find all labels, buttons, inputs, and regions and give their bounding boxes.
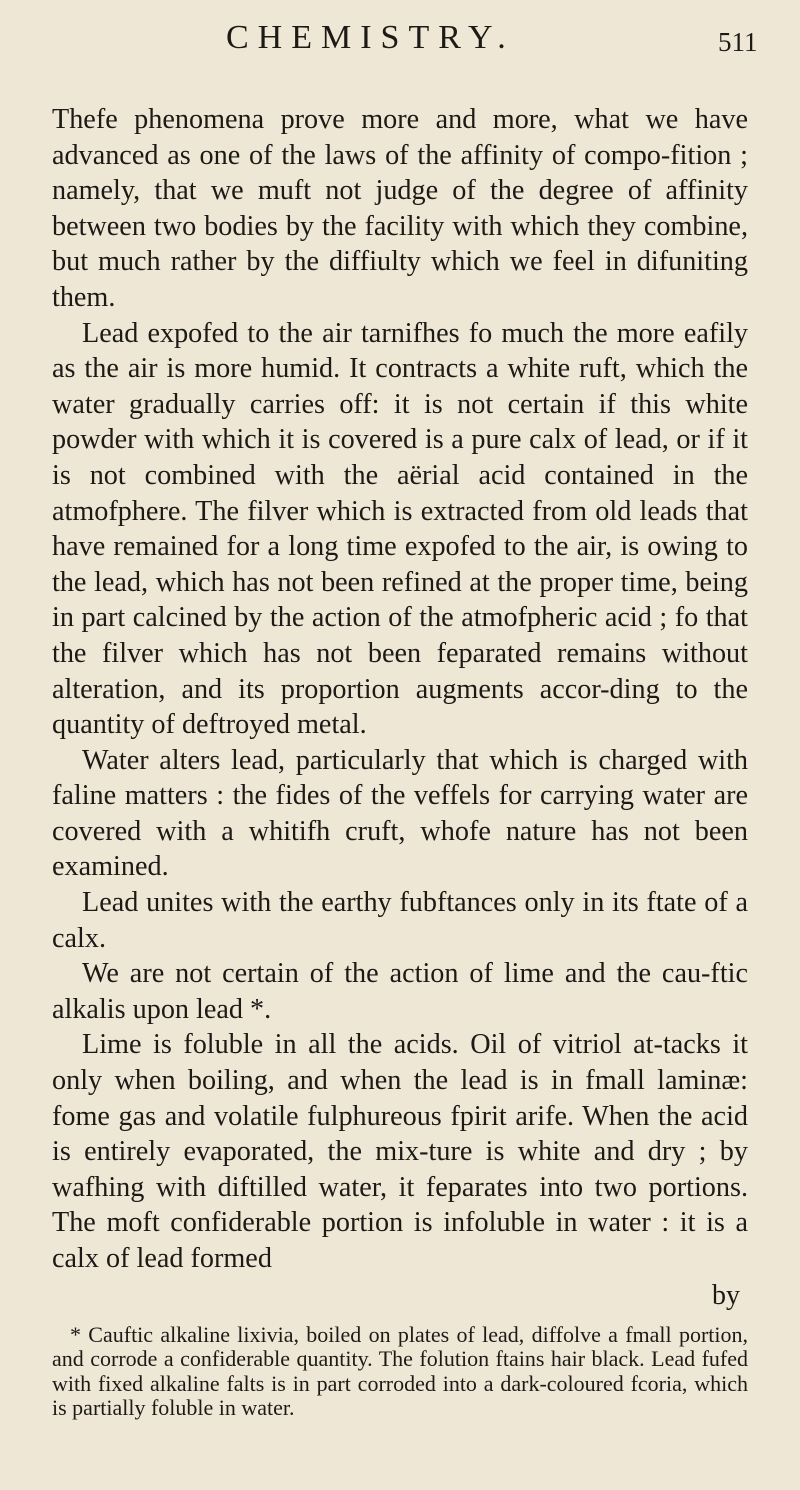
paragraph-lead-air: Lead expofed to the air tarnifhes fo much the more eafily as the air is more humid. It contracts a white ruft, which the water gradually carries off: it is not certain if this white powder with which it is covered is a pure calx of lead, or if it is not combined with the aërial acid contained in the atmofphere. The filver which is extracted from old leads that have remained for a long time expofed to the air, is owing to the lead, which has not been refined at the proper time, being in part calcined by the action of the atmofpheric acid ; fo that the filver which has not been feparated remains without alteration, and its proportion augments accor-ding to the quantity of deftroyed metal. <box>52 317 748 741</box>
paragraph-earthy-substances: Lead unites with the earthy fubftances only in its ftate of a calx. <box>52 887 748 954</box>
paragraph-affinity: Thefe phenomena prove more and more, what we have advanced as one of the laws of the affinity of compo-fition ; namely, that we muft not judge of the degree of affinity between two bodies by the facility with which they combine, but much rather by the diffiulty which we feel in difuniting them. <box>52 104 748 313</box>
body-text <box>52 102 748 1277</box>
running-title: CHEMISTRY. <box>226 19 515 56</box>
running-head <box>0 12 800 64</box>
catchword: by <box>712 1279 740 1311</box>
paragraph-oil-of-vitriol: Lime is foluble in all the acids. Oil of vitriol at-tacks it only when boiling, and when the lead is in fmall laminæ: fome gas and volatile fulphureous fpirit arife. When the acid is entirely evaporated, the mix-ture is white and dry ; by wafhing with diftilled water, it feparates into two portions. The moft confiderable portion is infoluble in water : it is a calx of lead formed <box>52 1029 748 1274</box>
paragraph-water-lead: Water alters lead, particularly that which is charged with faline matters : the fides of the veffels for carrying water are covered with a whitifh cruft, whofe nature has not been examined. <box>52 744 748 883</box>
paragraph-lime-alkalis: We are not certain of the action of lime and the cau-ftic alkalis upon lead *. <box>52 958 748 1025</box>
footnote: * Cauftic alkaline lixivia, boiled on plates of lead, diffolve a fmall portion, and corrode a confiderable quantity. The folution ftains hair black. Lead fufed with fixed alkaline falts is in part corroded into a dark-coloured fcoria, which is partially foluble in water. <box>52 1321 748 1421</box>
page-number: 511 <box>718 27 758 57</box>
